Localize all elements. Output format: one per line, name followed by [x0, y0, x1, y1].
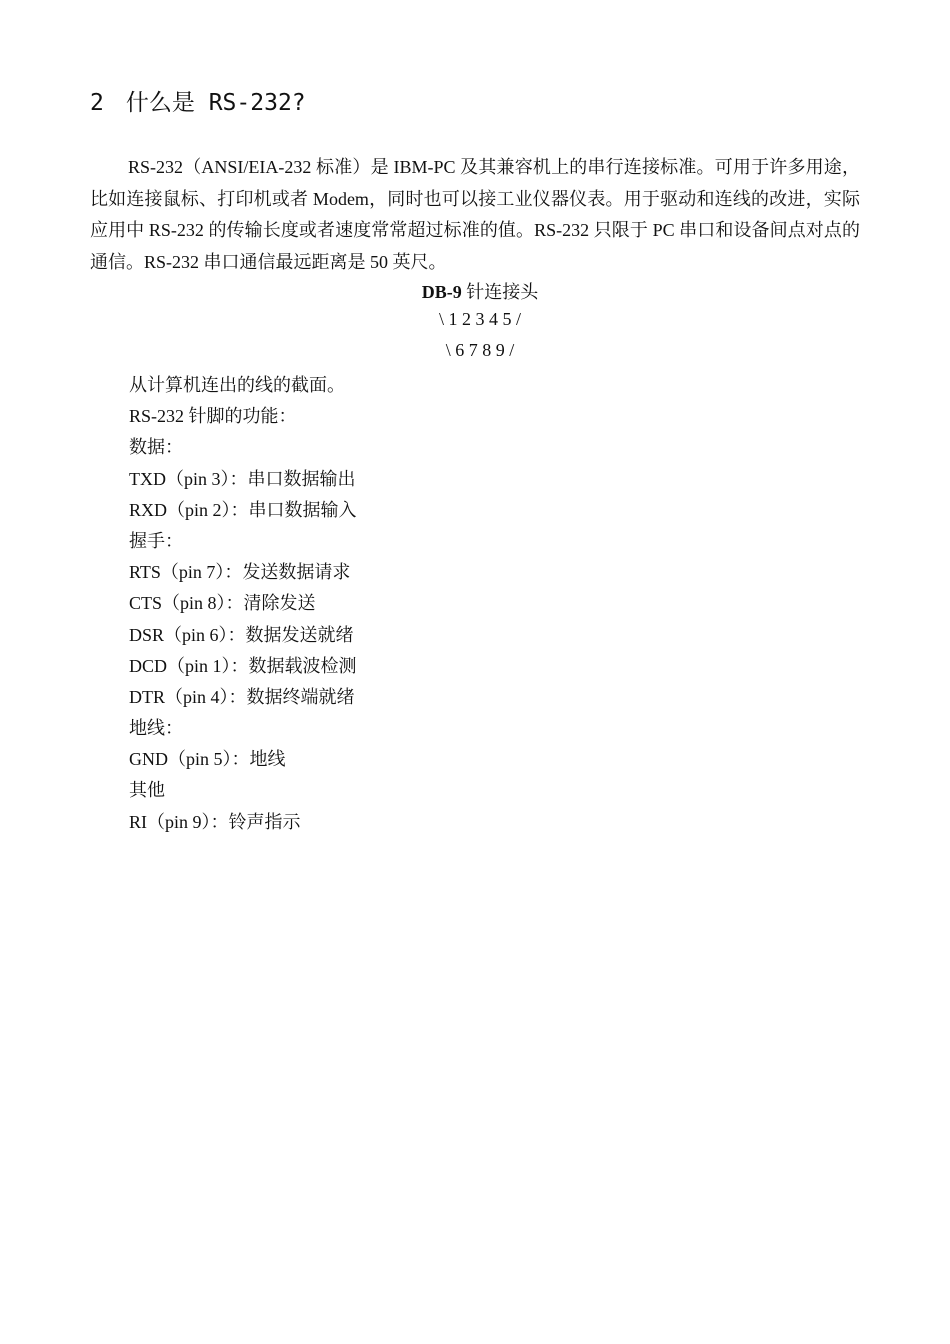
list-item: GND（pin 5）：地线	[129, 749, 286, 770]
connector-row-2: \ 6 7 8 9 /	[445, 340, 515, 360]
list-item: RXD（pin 2）：串口数据输入	[129, 499, 357, 520]
list-item: DCD（pin 1）：数据载波检测	[129, 655, 357, 676]
list-item: RS-232 针脚的功能：	[129, 406, 297, 427]
section-title: 什么是 RS-232?	[125, 90, 306, 116]
section-number: 2	[90, 90, 104, 116]
list-item: TXD（pin 3）：串口数据输出	[129, 468, 356, 489]
list-item: DSR（pin 6）：数据发送就绪	[129, 624, 354, 645]
connector-title-rest: 针连接头	[461, 282, 539, 302]
connector-title	[90, 278, 870, 304]
connector-row-1: \ 1 2 3 4 5 /	[438, 309, 521, 329]
list-item: 握手：	[129, 530, 183, 551]
list-item: CTS（pin 8）：清除发送	[129, 593, 316, 614]
pin-function-list	[129, 370, 357, 838]
intro-paragraph: RS-232（ANSI/EIA-232 标准）是 IBM-PC 及其兼容机上的串行连接标准。可用于许多用途，比如连接鼠标、打印机或者 Modem，同时也可以接工业仪器仪表。用于驱动和连线的改进，实际应用中 RS-232 的传输长度或者速度常常超过标准的值。RS-232 只限于 PC 串口和设备间点对点的通信。RS-232 串口通信最远距离是 50 英尺。	[90, 157, 860, 272]
list-item: 从计算机连出的线的截面。	[129, 375, 345, 395]
list-item: RI（pin 9）：铃声指示	[129, 811, 301, 832]
list-item: 其他	[129, 780, 165, 801]
list-item: 地线：	[129, 718, 183, 739]
section-heading	[90, 84, 306, 117]
list-item: 数据：	[129, 437, 183, 458]
connector-title-bold: DB-9	[421, 282, 462, 302]
list-item: RTS（pin 7）：发送数据请求	[129, 562, 351, 583]
list-item: DTR（pin 4）：数据终端就绪	[129, 686, 355, 707]
